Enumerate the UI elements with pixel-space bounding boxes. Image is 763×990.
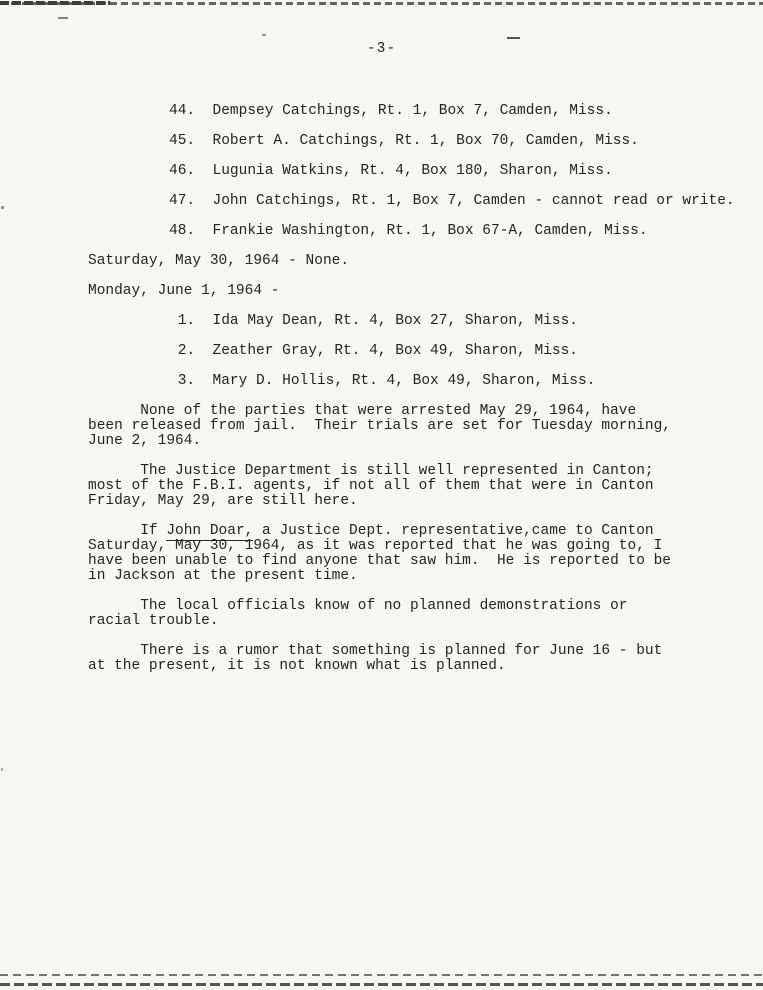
scan-artifact-speck — [58, 17, 68, 19]
scan-artifact-top-edge — [0, 2, 763, 5]
paragraph-line: June 2, 1964. — [88, 433, 202, 449]
page-number: -3- — [366, 41, 397, 57]
paragraph-line: in Jackson at the present time. — [88, 568, 358, 584]
paragraph-line: There is a rumor that something is planned for June 16 - but — [88, 643, 663, 659]
paragraph-line: The local officials know of no planned demonstrations or — [88, 598, 628, 614]
underlined-name: John Doar, — [166, 523, 254, 539]
list-item: 2. Zeather Gray, Rt. 4, Box 49, Sharon, Miss. — [169, 343, 578, 359]
paragraph-line: racial trouble. — [88, 613, 219, 629]
paragraph-line: at the present, it is not known what is planned. — [88, 658, 506, 674]
date-heading-saturday: Saturday, May 30, 1964 - None. — [88, 253, 350, 269]
paragraph-line: The Justice Department is still well represented in Canton; — [88, 463, 654, 479]
scan-artifact-speck — [262, 34, 266, 36]
scan-artifact-top-left — [0, 1, 110, 5]
list-item: 3. Mary D. Hollis, Rt. 4, Box 49, Sharon, Miss. — [169, 373, 596, 389]
paragraph-line: None of the parties that were arrested May 29, 1964, have — [88, 403, 637, 419]
list-item: 47. John Catchings, Rt. 1, Box 7, Camden - cannot read or write. — [169, 193, 735, 209]
paragraph-line: most of the F.B.I. agents, if not all of them that were in Canton — [88, 478, 654, 494]
paragraph-text: a Justice Dept. representative,came to Canton — [253, 523, 654, 539]
scan-artifact-bottom-edge — [0, 974, 763, 976]
paragraph-text: If — [88, 523, 167, 539]
paragraph-line — [88, 524, 756, 539]
document-body — [88, 104, 756, 674]
list-item: 46. Lugunia Watkins, Rt. 4, Box 180, Sharon, Miss. — [169, 163, 613, 179]
date-heading-monday: Monday, June 1, 1964 - — [88, 283, 280, 299]
paragraph-line: Saturday, May 30, 1964, as it was reported that he was going to, I — [88, 538, 663, 554]
list-item: 44. Dempsey Catchings, Rt. 1, Box 7, Camden, Miss. — [169, 103, 613, 119]
scan-artifact-dash — [507, 37, 520, 39]
scan-artifact-bottom-edge — [0, 983, 763, 986]
scan-artifact-speck — [1, 206, 4, 209]
list-item: 45. Robert A. Catchings, Rt. 1, Box 70, Camden, Miss. — [169, 133, 639, 149]
list-item: 1. Ida May Dean, Rt. 4, Box 27, Sharon, Miss. — [169, 313, 578, 329]
paragraph-line: have been unable to find anyone that saw him. He is reported to be — [88, 553, 671, 569]
paragraph-line: Friday, May 29, are still here. — [88, 493, 358, 509]
scan-artifact-speck — [1, 768, 3, 771]
list-item: 48. Frankie Washington, Rt. 1, Box 67-A, Camden, Miss. — [169, 223, 648, 239]
paragraph-line: been released from jail. Their trials are set for Tuesday morning, — [88, 418, 671, 434]
